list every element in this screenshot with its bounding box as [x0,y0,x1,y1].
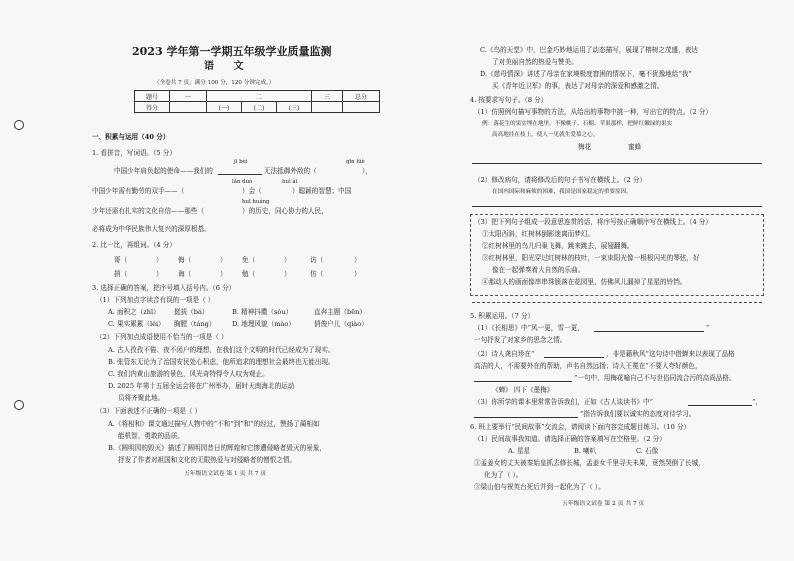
score-cell[interactable] [343,102,380,113]
compare-item: 仿（ [310,270,324,278]
option: 了对美丽自然的热爱与赞美。 [492,58,578,66]
pinyin: huī huáng [242,199,270,205]
compare-item: 哥（ [114,256,128,264]
option: C.《鸟的天堂》中，巴金巧妙地运用了动态描写，展现了榕树之茂盛，表达 [480,46,698,54]
question-text: ）的历史，同心协力的人民， [242,207,328,215]
answer-blank[interactable] [474,381,572,382]
option: 抒发了作者对祖国和文化的无限热爱与对侵略者的憎恨之情。 [118,456,297,464]
option: 买《青年近卫军》的事，表达了对母亲的深爱和感激之情。 [492,82,664,90]
answer-blank[interactable] [688,405,752,406]
compare-item: ） [220,270,227,278]
question-text: 高洁的人，不需要外在的帮助，声名自然远扬；诗人王冕在“不要人夸好颜色， [474,362,702,370]
score-sub-cell[interactable]: (三) [277,102,312,113]
pinyin: jī bèi [234,159,248,165]
question-6: 6. 班上要举行“民间故事”交流会，请阅读下面内容完成题目练习。（10 分） [470,423,691,431]
score-table [134,90,380,113]
question-text: ”， [752,398,762,406]
question-4: 4. 按要求写句子。（8 分） [470,96,548,104]
option: A. 古人孜孜不倦、夜不闭户的理想，在我们这个文明的时代已经成为了现实。 [108,346,335,354]
sub-question: （3）把下列句子组成一段意思连贯的话，将序号按正确顺序写在横线上。（4 分） [474,218,712,226]
score-header-cell: 三 [312,91,343,102]
compare-item: ） [220,256,227,264]
option: A. 星星 [508,447,531,455]
score-header-cell: 二 [207,91,312,102]
score-sub-cell[interactable]: (二) [242,102,277,113]
sentence-item: ①太阳西斜，红树林倒影迷离而梦幻。 [482,230,595,238]
score-header-cell: 总分 [343,91,380,102]
question-text: 中国少年需有勤劳的双手——（ [92,187,185,195]
option: 直奔主题（bēn） [314,308,366,316]
option: B. 精神抖擞（sǒu） [232,308,293,316]
sub-question: （2）诗人龚自珍在“ [474,350,535,358]
question-5: 5. 积累运用。（7 分） [470,312,535,320]
question-3: 3. 选择正确的答案，把序号填入括号内。（6 分） [92,284,236,292]
binding-hole [14,120,24,130]
option: B.《圆明园的毁灭》描述了圆明园昔日的辉煌和它惨遭侵略者毁灭的景象， [108,444,326,452]
question-text: ①孟姜女的丈夫被秦始皇抓去修长城，孟姜女千里寻夫未果，竟然哭倒了长城， [474,459,705,467]
question-text: 必将成为中华民族伟大复兴的深厚根基。 [92,225,211,233]
question-2: 2. 比一比，再组词。（4 分） [92,241,176,249]
binding-hole [14,400,24,410]
compare-item: 访（ [310,256,324,264]
score-sub-cell[interactable]: (一) [207,102,242,113]
page-footer: 五年级语文试卷 第 1 页 共 7 页 [184,471,267,477]
question-text: ”指告诉我们要以诚实的态度对待学习。 [580,410,696,418]
compare-item: 免（ [242,256,256,264]
option: C. 果实累累（léi） [108,320,165,328]
right-page [470,30,770,561]
exam-title: 2023 学年第一学期五年级学业质量监测 [132,45,332,58]
option: 能机智、勇敢的品质。 [118,432,184,440]
choice-word: 梅花 [578,143,592,151]
sub-question: （3）下面表述不正确的一项是（ ） [96,407,202,415]
option: B. 张管东无论为了治国安民处心积虑，他所追求的理想社会最终也无能出现。 [108,358,335,366]
option: C. 石像 [636,447,659,455]
score-header-cell: 题号 [135,91,170,102]
option: D. 地理风貌（mào） [232,320,295,328]
question-text: ，非是藉秋风”这句诗中借蝉来以表现了品格 [606,350,735,358]
answer-line[interactable] [472,302,762,303]
sentence-item: ④那动人的画面像串串珠簇落在花园里，仿佛风儿漏掉了星星的铃铛。 [482,278,687,286]
option: B. 喇叭 [574,447,597,455]
pinyin: huì ǎi [282,179,298,185]
option: A.《将相和》课文通过描写人物中的“不和”到“和”的经过，赞扬了蔺相如 [108,420,320,428]
compare-item: ） [156,256,163,264]
compare-item: ） [354,256,361,264]
question-text: ）聪颖的智慧；中国 [292,187,352,195]
answer-blank[interactable] [474,417,578,418]
sub-question: （2）修改病句，请将修改后的句子书写在横线上。（2 分） [474,176,647,184]
compare-item: ） [284,270,291,278]
question-text: ” [706,324,710,332]
compare-item: ） [354,270,361,278]
score-cell[interactable] [170,102,207,113]
exam-note: （全卷共 7 页，满分 100 分，120 分钟完成。） [154,80,275,86]
question-text: 《蝉》 四下《墨梅》 [492,386,554,394]
question-text: ）， [362,167,372,175]
example-text: 高高地挂在枝上，使人一见就生爱慕之心。 [492,132,599,138]
compare-item: 侮（ [178,256,192,264]
sentence-item: ②红树林里的鸟儿归巢飞舞，跳来跳去，展翅翻舞。 [482,242,634,250]
option: 胸膛（táng） [174,320,216,328]
sub-question: （1）民间故事我知道。请选择正确的答案填写在空格里。（2 分） [474,435,666,443]
sub-question: （1）下列加点字读音有误的一项是（ ） [96,296,215,304]
compare-item: ） [156,270,163,278]
question-text: 化为了（ ）。 [484,471,523,479]
sub-question: （1）《长相思》中“风一更，雪一更， [474,324,584,332]
sentence-item: 像在一起弹奏着大自然的乐曲。 [492,266,585,274]
question-text: 中国少年肩负起的使命——我们的 [114,167,213,175]
pinyin: qīn lüè [346,159,365,165]
sick-sentence: 在国内国际和麻烦的困难，我国是国家稳定的重要原因。 [492,189,632,195]
option: 俏俊户儿（qiào） [314,320,368,328]
exam-subject: 语 文 [204,61,252,72]
question-text: 无法抵御外敌的（ [264,167,317,175]
sub-question: （3）你所学的课本里常常告诉我们，正如《古人谈读书》中“ [474,398,654,406]
answer-blank[interactable] [218,174,262,175]
question-text: ③梁山伯与祝英台死后并到一起化为了（ ）。 [474,483,605,491]
option: 挺拔（bá） [174,308,209,316]
question-1: 1. 看拼音，写词语。（5 分） [92,149,176,157]
compare-item: 捎（ [114,270,128,278]
score-header-cell: 一 [170,91,207,102]
pinyin: lǎn duò [232,179,253,185]
score-row-label: 得分 [135,102,170,113]
answer-line[interactable] [472,163,762,164]
left-page [92,30,382,561]
option: C. 我们内黄山旅游的景色，风光奇特得令人叹为观止。 [108,370,269,378]
score-cell[interactable] [312,102,343,113]
example-text: 例：落花生的果实埋在地里，不像桃子、石榴、苹果那样，把鲜红嫩绿的果实 [482,121,673,127]
sentence-item: ③红树林里，阳光穿过红树林的枝叶，一束束阳光像一根根闪光的琴弦，好 [482,254,700,262]
question-text: ）会（ [242,187,262,195]
question-text: 少年还需有扎实的文化自信——那些（ [92,207,205,215]
page-footer: 五年级语文试卷 第 2 页 共 7 页 [562,501,645,507]
compare-item: 勉（ [242,270,256,278]
question-text: 一句抒发了对家乡的思念之情。 [474,336,567,344]
option: D.《慈母情深》讲述了母亲在家境极度窘困的情况下，毫不犹豫地给“我” [480,70,692,78]
option: D. 2025 年第十五届全运会将在广州举办，届时天南海北的运动 [108,382,295,390]
sub-question: （2）下列加点成语使用不恰当的一项是（ ） [96,333,228,341]
compare-item: ） [284,256,291,264]
option: 员将齐聚此地。 [118,394,165,402]
option: A. 面积之（zhī） [108,308,160,316]
answer-line[interactable] [472,206,762,207]
choice-word: 蜜蜂 [628,143,642,151]
question-text: ”一句中，用梅花喻自己不与世俗同流合污的高尚品格。 [574,374,736,382]
answer-blank[interactable] [594,331,704,332]
answer-blank[interactable] [544,357,604,358]
section-heading: 一、积累与运用（40 分） [92,133,170,141]
compare-item: 诲（ [178,270,192,278]
sub-question: （1）仿照例句描写事物的方法，从给出的事物中挑一种，写出它的特点。（2 分） [474,108,712,116]
